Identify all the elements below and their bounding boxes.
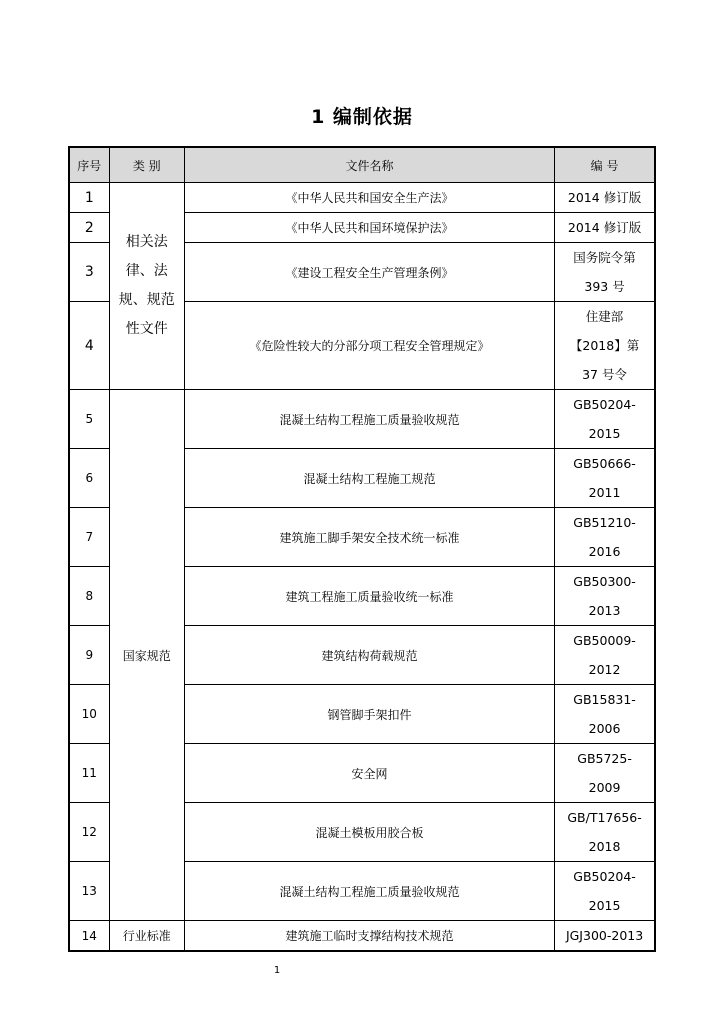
row-seq: 8 bbox=[69, 567, 109, 626]
row-code: 2014 修订版 bbox=[555, 213, 655, 243]
row-name: 建筑施工临时支撑结构技术规范 bbox=[184, 921, 554, 952]
category-national: 国家规范 bbox=[109, 390, 184, 921]
row-seq: 6 bbox=[69, 449, 109, 508]
row-seq: 7 bbox=[69, 508, 109, 567]
row-name: 混凝土模板用胶合板 bbox=[184, 803, 554, 862]
row-code: GB50204-2015 bbox=[555, 390, 655, 449]
table-header-row bbox=[69, 147, 655, 183]
row-code: GB15831-2006 bbox=[555, 685, 655, 744]
row-name: 建筑结构荷载规范 bbox=[184, 626, 554, 685]
row-seq: 10 bbox=[69, 685, 109, 744]
row-code: 国务院令第 393 号 bbox=[555, 243, 655, 302]
row-name: 《中华人民共和国环境保护法》 bbox=[184, 213, 554, 243]
row-code: GB51210-2016 bbox=[555, 508, 655, 567]
basis-table bbox=[68, 146, 656, 952]
row-code: GB50666-2011 bbox=[555, 449, 655, 508]
row-seq: 13 bbox=[69, 862, 109, 921]
row-code: JGJ300-2013 bbox=[555, 921, 655, 952]
row-seq: 9 bbox=[69, 626, 109, 685]
row-name: 钢管脚手架扣件 bbox=[184, 685, 554, 744]
row-name: 《中华人民共和国安全生产法》 bbox=[184, 183, 554, 213]
row-code: GB50009-2012 bbox=[555, 626, 655, 685]
page-number: 1 bbox=[273, 965, 281, 976]
row-seq: 4 bbox=[69, 302, 109, 390]
row-seq: 11 bbox=[69, 744, 109, 803]
row-code: GB50300-2013 bbox=[555, 567, 655, 626]
header-seq: 序号 bbox=[69, 147, 109, 183]
row-name: 混凝土结构工程施工规范 bbox=[184, 449, 554, 508]
document-title: 1 编制依据 bbox=[311, 106, 413, 128]
row-code: GB/T17656-2018 bbox=[555, 803, 655, 862]
row-name: 安全网 bbox=[184, 744, 554, 803]
header-name: 文件名称 bbox=[184, 147, 554, 183]
table-row bbox=[69, 921, 655, 952]
header-code: 编 号 bbox=[555, 147, 655, 183]
row-seq: 5 bbox=[69, 390, 109, 449]
row-seq: 2 bbox=[69, 213, 109, 243]
row-name: 建筑施工脚手架安全技术统一标准 bbox=[184, 508, 554, 567]
table-row bbox=[69, 390, 655, 449]
row-code: 2014 修订版 bbox=[555, 183, 655, 213]
row-name: 混凝土结构工程施工质量验收规范 bbox=[184, 862, 554, 921]
category-industry: 行业标准 bbox=[109, 921, 184, 952]
row-code: GB50204-2015 bbox=[555, 862, 655, 921]
row-seq: 1 bbox=[69, 183, 109, 213]
row-seq: 14 bbox=[69, 921, 109, 952]
row-name: 混凝土结构工程施工质量验收规范 bbox=[184, 390, 554, 449]
row-name: 《危险性较大的分部分项工程安全管理规定》 bbox=[184, 302, 554, 390]
row-name: 《建设工程安全生产管理条例》 bbox=[184, 243, 554, 302]
row-code: 住建部【2018】第 37 号令 bbox=[555, 302, 655, 390]
header-category: 类 别 bbox=[109, 147, 184, 183]
row-code: GB5725-2009 bbox=[555, 744, 655, 803]
row-name: 建筑工程施工质量验收统一标准 bbox=[184, 567, 554, 626]
table-row bbox=[69, 183, 655, 213]
row-seq: 3 bbox=[69, 243, 109, 302]
row-seq: 12 bbox=[69, 803, 109, 862]
category-laws: 相关法律、法规、规范性文件 bbox=[109, 183, 184, 390]
